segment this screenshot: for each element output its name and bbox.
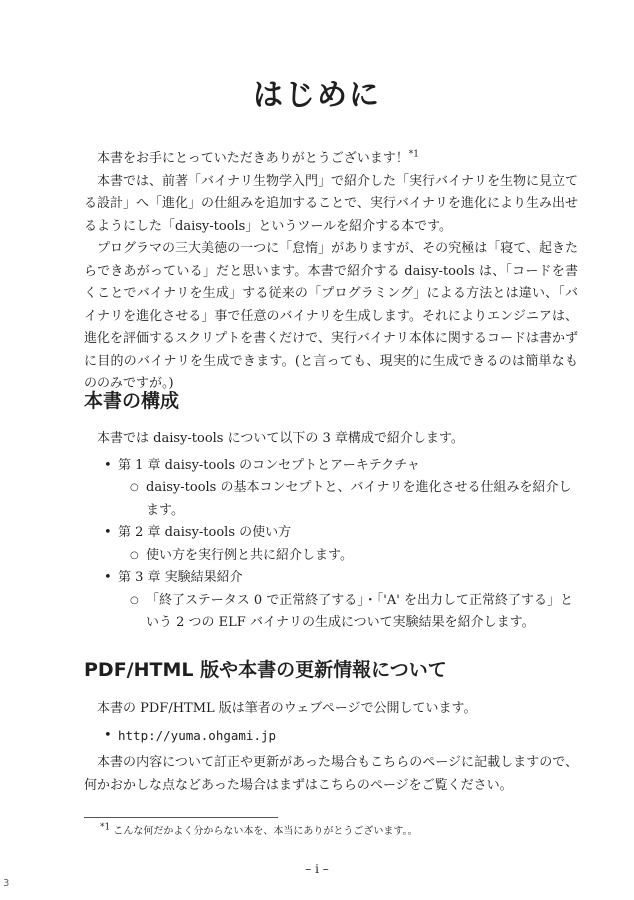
intro-paragraph-2: 本書では、前著「バイナリ生物学入門」で紹介した「実行バイナリを生物に見立てる設計」へ「進化」の仕組みを追加することで、実行バイナリを進化により生み出せるようにした「daisy-tools」というツールを紹介する本です。 (84, 173, 579, 234)
section-heading-updates: PDF/HTML 版や本書の更新情報について (84, 659, 447, 681)
footnote-reference[interactable]: *1 (408, 149, 419, 160)
chapter-item-2: • 第 2 章 daisy-tools の使い方 (84, 522, 578, 545)
intro-paragraph-1 (84, 148, 578, 171)
structure-section (84, 428, 578, 635)
intro-section (84, 148, 578, 396)
updates-section (84, 698, 578, 797)
chapter-item-3: • 第 3 章 実験結果紹介 (84, 567, 578, 590)
structure-lead: 本書では daisy-tools について以下の 3 章構成で紹介します。 (97, 431, 464, 446)
chapter-item-1: • 第 1 章 daisy-tools のコンセプトとアーキテクチャ (84, 455, 578, 478)
chapter-list (0, 455, 578, 635)
viewer-page-index: 3 (3, 878, 10, 889)
chapter-item-2-detail: ○ 使い方を実行例と共に紹介します。 (84, 545, 578, 568)
updates-lead: 本書の PDF/HTML 版は筆者のウェブページで公開しています。 (97, 701, 477, 716)
chapter-item-3-detail: ○ 「終了ステータス 0 で正常終了する」・「'A' を出力して正常終了する」という 2 つの ELF バイナリの生成について実験結果を紹介します。 (84, 590, 578, 635)
intro-paragraph-3: プログラマの三大美徳の一つに「怠惰」がありますが、その究極は「寝て、起きたらできあがっている」だと思います。本書で紹介する daisy-tools は、「コードを書くことでバイナリを生成」する従来の「プログラミング」による方法とは違い、「バイナリを進化させる」事で任意のバイナリを生成します。それによりエンジニアは、進化を評価するスクリプトを書くだけで、実行バイナリ本体に関するコードは書かずに目的のバイナリを生成できます。(と言っても、現実的に生成できるのは簡単なもののみですが。) (84, 241, 578, 391)
updates-note: 本書の内容について訂正や更新があった場合もこちらのページに記載しますので、何かおかしな点などあった場合はまずはこちらのページをご覧ください。 (84, 755, 578, 793)
website-link[interactable]: http://yuma.ohgami.jp (118, 727, 277, 743)
url-list (84, 725, 578, 749)
section-heading-structure: 本書の構成 (84, 390, 180, 412)
url-item (84, 725, 578, 749)
chapter-item-1-detail: ○ daisy-tools の基本コンセプトと、バイナリを進化させる仕組みを紹介します。 (84, 477, 578, 522)
page-number: – i – (305, 862, 329, 876)
footnote-text: こんな何だかよく分からない本を、本当にありがとうございます。。 (113, 826, 418, 837)
page-title: はじめに (253, 78, 381, 113)
footnote (100, 822, 418, 837)
footnote-divider (84, 817, 278, 818)
footnote-mark: *1 (100, 822, 111, 833)
intro-paragraph-1-text: 本書をお手にとっていただきありがとうございます！ (97, 151, 409, 166)
